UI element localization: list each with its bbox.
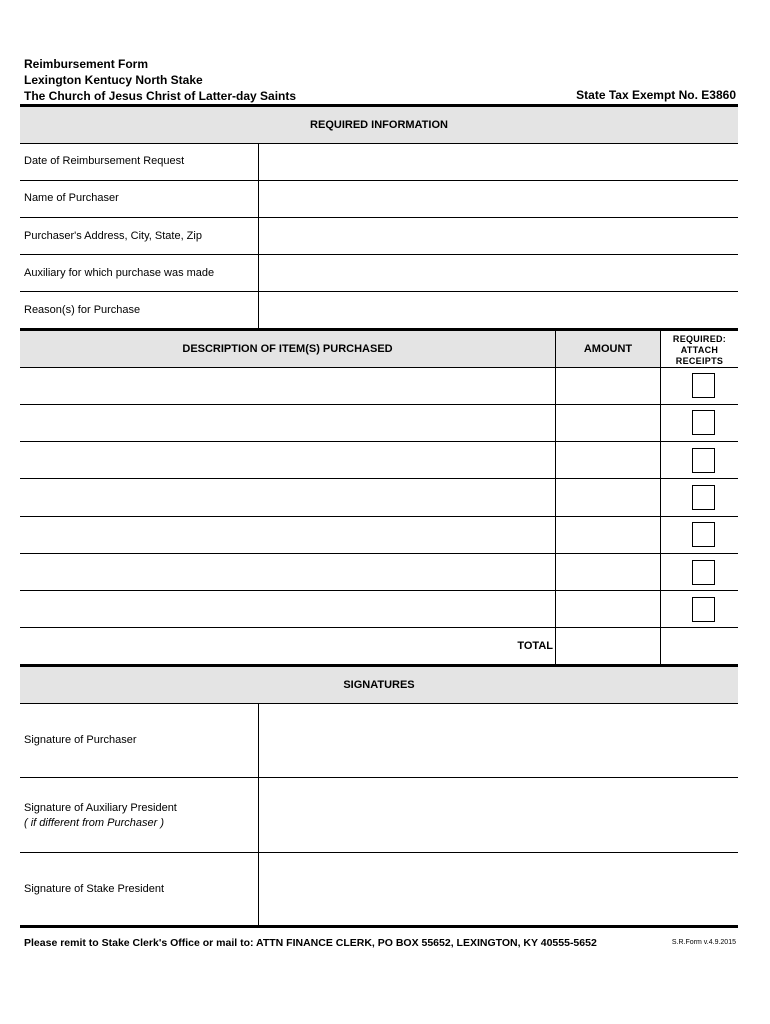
total-label: TOTAL xyxy=(517,640,553,652)
date-label: Date of Reimbursement Request xyxy=(24,155,185,167)
description-heading: DESCRIPTION OF ITEM(S) PURCHASED xyxy=(20,331,555,367)
auxiliary-president-note: ( if different from Purchaser ) xyxy=(24,817,164,829)
item-description-field[interactable] xyxy=(20,442,555,478)
church-name: The Church of Jesus Christ of Latter-day Saints xyxy=(24,89,297,103)
signatures-heading: SIGNATURES xyxy=(20,667,738,703)
item-description-field[interactable] xyxy=(20,405,555,441)
item-amount-field[interactable] xyxy=(556,517,660,553)
amount-heading: AMOUNT xyxy=(556,331,660,367)
signature-column-divider xyxy=(258,703,259,926)
purchaser-name-label: Name of Purchaser xyxy=(24,192,119,204)
stake-president-signature-field[interactable] xyxy=(259,853,738,925)
form-version: S.R.Form v.4.9.2015 xyxy=(671,939,736,946)
item-amount-field[interactable] xyxy=(556,591,660,627)
item-description-field[interactable] xyxy=(20,368,555,404)
item-amount-field[interactable] xyxy=(556,442,660,478)
receipts-column-divider xyxy=(660,331,661,665)
bottom-rule xyxy=(20,925,738,928)
receipt-checkbox[interactable] xyxy=(692,597,715,622)
receipt-checkbox[interactable] xyxy=(692,448,715,473)
purchaser-signature-label: Signature of Purchaser xyxy=(24,734,137,746)
date-field[interactable] xyxy=(259,144,738,180)
form-header xyxy=(24,56,296,104)
auxiliary-label: Auxiliary for which purchase was made xyxy=(24,267,215,279)
item-description-field[interactable] xyxy=(20,591,555,627)
purchaser-name-field[interactable] xyxy=(259,181,738,217)
reason-label: Reason(s) for Purchase xyxy=(24,304,141,316)
item-description-field[interactable] xyxy=(20,517,555,553)
receipts-heading-line: ATTACH xyxy=(680,345,719,355)
item-amount-field[interactable] xyxy=(556,368,660,404)
required-info-heading: REQUIRED INFORMATION xyxy=(20,107,738,143)
purchaser-signature-field[interactable] xyxy=(259,704,738,777)
auxiliary-president-signature-field[interactable] xyxy=(259,778,738,852)
receipts-heading-line: REQUIRED: xyxy=(672,334,727,344)
receipt-checkbox[interactable] xyxy=(692,522,715,547)
label-column-divider xyxy=(258,143,259,329)
auxiliary-field[interactable] xyxy=(259,255,738,291)
receipts-heading xyxy=(661,331,738,367)
form-title: Reimbursement Form xyxy=(24,57,149,71)
receipt-checkbox[interactable] xyxy=(692,485,715,510)
remit-instructions: Please remit to Stake Clerk's Office or mail to: ATTN FINANCE CLERK, PO BOX 55652, LEXINGTON, KY 40555-5652 xyxy=(24,937,597,949)
stake-president-signature-label: Signature of Stake President xyxy=(24,883,165,895)
item-amount-field[interactable] xyxy=(556,554,660,590)
receipt-checkbox[interactable] xyxy=(692,560,715,585)
tax-exempt-number: State Tax Exempt No. E3860 xyxy=(576,88,736,102)
receipt-checkbox[interactable] xyxy=(692,410,715,435)
item-amount-field[interactable] xyxy=(556,479,660,515)
amount-column-divider xyxy=(555,331,556,665)
total-amount-field[interactable] xyxy=(556,628,660,664)
item-description-field[interactable] xyxy=(20,479,555,515)
address-field[interactable] xyxy=(259,218,738,254)
item-amount-field[interactable] xyxy=(556,405,660,441)
receipt-checkbox[interactable] xyxy=(692,373,715,398)
stake-name: Lexington Kentucy North Stake xyxy=(24,73,203,87)
reason-field[interactable] xyxy=(259,292,738,328)
auxiliary-president-signature-label: Signature of Auxiliary President xyxy=(24,802,177,814)
address-label: Purchaser's Address, City, State, Zip xyxy=(24,230,202,242)
item-description-field[interactable] xyxy=(20,554,555,590)
receipts-heading-line: RECEIPTS xyxy=(675,356,724,366)
